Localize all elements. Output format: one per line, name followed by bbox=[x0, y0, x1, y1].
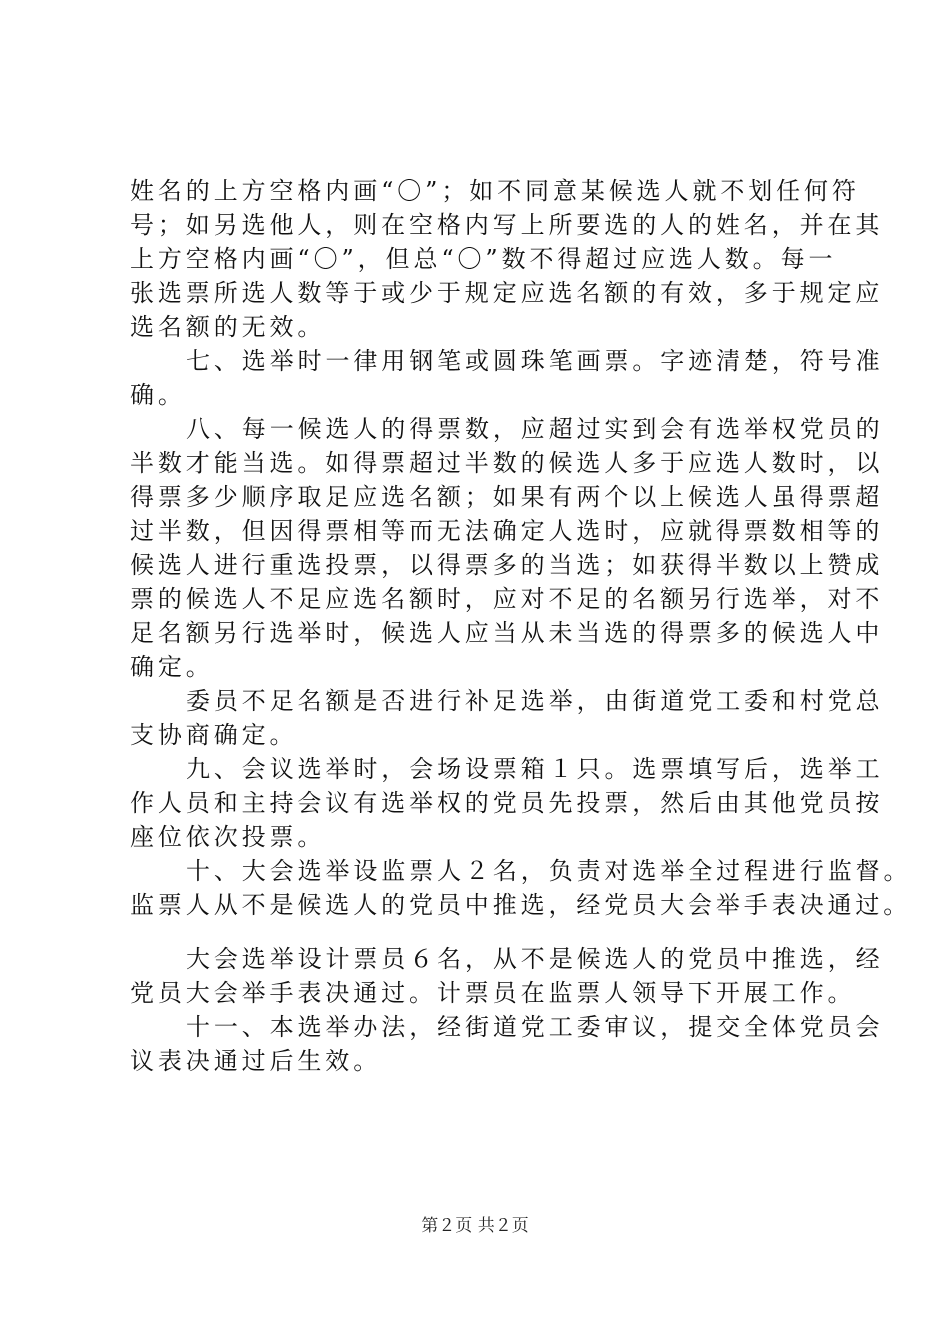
text-line: 票的候选人不足应选名额时，应对不足的名额另行选举，对不 bbox=[130, 585, 884, 613]
paragraph-start-7: 七、选举时一律用钢笔或圆珠笔画票。字迹清楚，符号准 bbox=[186, 347, 884, 375]
text-line: 张选票所选人数等于或少于规定应选名额的有效，多于规定应 bbox=[130, 279, 884, 307]
paragraph-start-10: 十、大会选举设监票人２名，负责对选举全过程进行监督。 bbox=[186, 857, 912, 885]
text-line: 候选人进行重选投票，以得票多的当选；如获得半数以上赞成 bbox=[130, 551, 884, 579]
text-line: 半数才能当选。如得票超过半数的候选人多于应选人数时，以 bbox=[130, 449, 884, 477]
paragraph-start-8: 八、每一候选人的得票数，应超过实到会有选举权党员的 bbox=[186, 415, 884, 443]
text-line: 姓名的上方空格内画“〇”；如不同意某候选人就不划任何符 bbox=[130, 177, 860, 205]
text-line: 确定。 bbox=[130, 653, 214, 681]
paragraph-start-9: 九、会议选举时，会场设票箱１只。选票填写后，选举工 bbox=[186, 755, 884, 783]
text-line: 选名额的无效。 bbox=[130, 313, 326, 341]
text-line: 上方空格内画“〇”，但总“〇”数不得超过应选人数。每一 bbox=[130, 245, 837, 273]
paragraph-start-committee: 委员不足名额是否进行补足选举，由街道党工委和村党总 bbox=[186, 687, 884, 715]
text-line: 确。 bbox=[130, 381, 186, 409]
text-line: 监票人从不是候选人的党员中推选，经党员大会举手表决通过。 bbox=[130, 891, 912, 919]
text-line: 作人员和主持会议有选举权的党员先投票，然后由其他党员按 bbox=[130, 789, 884, 817]
text-line: 座位依次投票。 bbox=[130, 823, 326, 851]
text-line: 得票多少顺序取足应选名额；如果有两个以上候选人虽得票超 bbox=[130, 483, 884, 511]
text-line: 足名额另行选举时，候选人应当从未当选的得票多的候选人中 bbox=[130, 619, 884, 647]
text-line: 号；如另选他人，则在空格内写上所要选的人的姓名，并在其 bbox=[130, 211, 884, 239]
text-line: 党员大会举手表决通过。计票员在监票人领导下开展工作。 bbox=[130, 979, 856, 1007]
paragraph-start-counters: 大会选举设计票员６名，从不是候选人的党员中推选，经 bbox=[186, 945, 884, 973]
text-line: 支协商确定。 bbox=[130, 721, 298, 749]
text-line: 过半数，但因得票相等而无法确定人选时，应就得票数相等的 bbox=[130, 517, 884, 545]
document-body bbox=[130, 174, 912, 1078]
paragraph-start-11: 十一、本选举办法，经街道党工委审议，提交全体党员会 bbox=[186, 1013, 884, 1041]
paragraph-gap bbox=[130, 922, 870, 942]
text-line: 议表决通过后生效。 bbox=[130, 1047, 382, 1075]
page-footer: 第２页 共２页 bbox=[421, 1216, 529, 1236]
